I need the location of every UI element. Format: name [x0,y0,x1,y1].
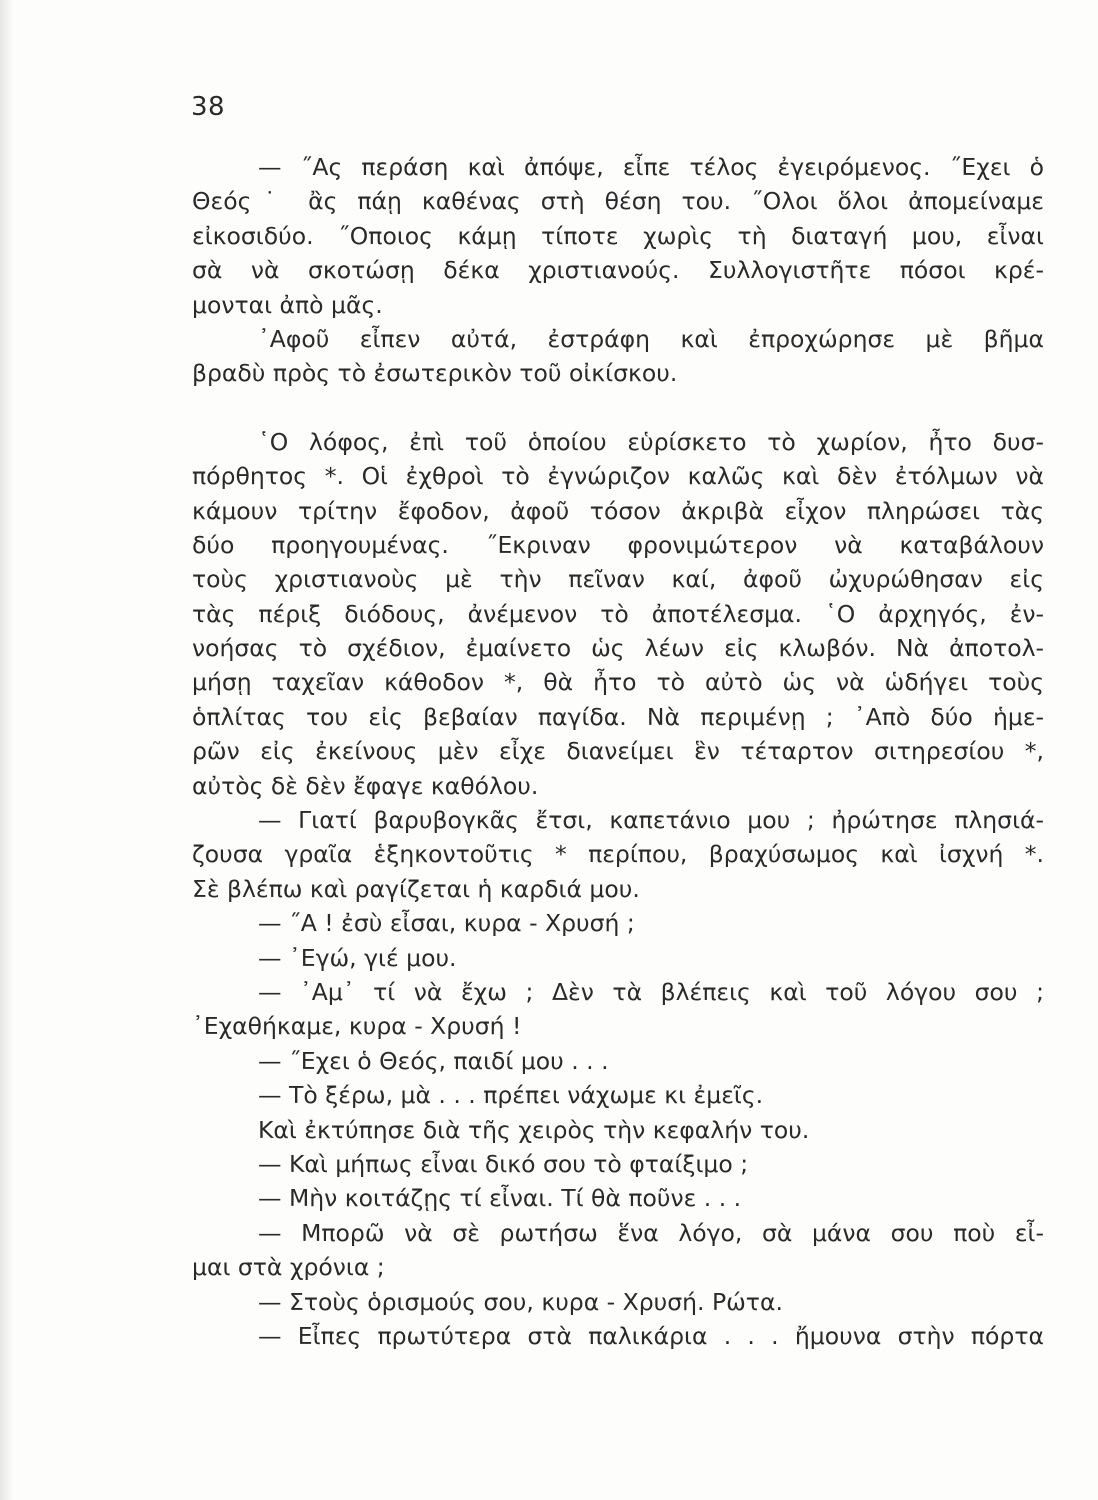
text-line: — ᾿Εγώ, γιέ μου. [258,943,457,972]
text-line: νοήσας τὸ σχέδιον, ἐμαίνετο ὡς λέων εἰς κλωβόν. Νὰ ἀποτολ- [192,634,1044,663]
body-text [192,150,1044,1353]
text-line: σὰ νὰ σκοτώσῃ δέκα χριστιανούς. Συλλογιστῆτε πόσοι κρέ- [192,256,1044,285]
text-line: βραδὺ πρὸς τὸ ἐσωτερικὸν τοῦ οἰκίσκου. [192,359,678,388]
text-line: αὐτὸς δὲ δὲν ἔφαγε καθόλου. [192,771,539,800]
text-line: — ˝Εχει ὁ Θεός, παιδί μου . . . [258,1046,609,1075]
text-line: ρῶν εἰς ἐκείνους μὲν εἶχε διανείμει ἓν τέταρτον σιτηρεσίου *, [192,737,1044,766]
text-line: — ˝Α ! ἐσὺ εἶσαι, κυρα - Χρυσή ; [258,909,635,938]
text-line: μονται ἀπὸ μᾶς. [192,290,383,319]
text-line: εἰκοσιδύο. ˝Οποιος κάμῃ τίποτε χωρὶς τὴ διαταγή μου, εἶναι [192,221,1044,250]
text-line: Θεός˙ ἂς πάῃ καθένας στὴ θέση του. ˝Ολοι ὅλοι ἀπομείναμε [192,187,1044,216]
text-line: μαι στὰ χρόνια ; [192,1253,385,1282]
text-line: — Γιατί βαρυβογκᾶς ἔτσι, καπετάνιο μου ; ἠρώτησε πλησιά- [258,806,1044,835]
text-line: μήσῃ ταχεῖαν κάθοδον *, θὰ ἦτο τὸ αὐτὸ ὡς νὰ ὡδήγει τοὺς [192,668,1044,697]
text-line: Καὶ ἐκτύπησε διὰ τῆς χειρὸς τὴν κεφαλήν του. [258,1115,810,1144]
text-line: τοὺς χριστιανοὺς μὲ τὴν πεῖναν καί, ἀφοῦ ὠχυρώθησαν εἰς [192,565,1044,594]
text-line: δύο προηγουμένας. ˝Εκριναν φρονιμώτερον νὰ καταβάλουν [192,530,1044,559]
text-line: — Καὶ μήπως εἶναι δικό σου τὸ φταίξιμο ; [258,1149,749,1178]
text-line: Σὲ βλέπω καὶ ραγίζεται ἡ καρδιά μου. [192,874,640,903]
text-line: ζουσα γραῖα ἑξηκοντοῦτις * περίπου, βραχύσωμος καὶ ἰσχνή *. [192,840,1044,869]
text-line: πόρθητος *. Οἱ ἐχθροὶ τὸ ἐγνώριζον καλῶς καὶ δὲν ἐτόλμων νὰ [192,462,1044,491]
text-line: — Μπορῶ νὰ σὲ ρωτήσω ἕνα λόγο, σὰ μάνα σου ποὺ εἶ- [258,1218,1044,1247]
page-number: 38 [191,92,226,122]
text-line: — ˝Ας περάση καὶ ἀπόψε, εἶπε τέλος ἐγειρόμενος. ˝Εχει ὁ [258,153,1044,181]
text-line: — Μὴν κοιτάζῃς τί εἶναι. Τί θὰ ποῦνε . . . [258,1184,742,1213]
text-line: — ᾿Αμ᾿ τί νὰ ἔχω ; Δὲν τὰ βλέπεις καὶ τοῦ λόγου σου ; [258,977,1044,1006]
text-line: κάμουν τρίτην ἔφοδον, ἀφοῦ τόσον ἀκριβὰ εἶχον πληρώσει τὰς [192,496,1044,525]
text-line: ὁπλίτας του εἰς βεβαίαν παγίδα. Νὰ περιμένῃ ; ᾿Απὸ δύο ἡμε- [192,702,1044,731]
text-line: — Εἶπες πρωτύτερα στὰ παλικάρια . . . ἤμουνα στὴν πόρτα [258,1321,1044,1350]
binding-edge [0,0,14,1500]
text-line: ᾿Αφοῦ εἶπεν αὐτά, ἐστράφη καὶ ἐπροχώρησε μὲ βῆμα [258,324,1044,353]
text-line: — Στοὺς ὁρισμούς σου, κυρα - Χρυσή. Ρώτα. [258,1287,783,1316]
text-line: ᾿Εχαθήκαμε, κυρα - Χρυσή ! [192,1012,522,1041]
text-line: ῾Ο λόφος, ἐπὶ τοῦ ὁποίου εὑρίσκετο τὸ χωρίον, ἦτο δυσ- [258,427,1044,456]
text-line: — Τὸ ξέρω, μὰ . . . πρέπει νάχωμε κι ἐμεῖς. [258,1081,764,1110]
text-line: τὰς πέριξ διόδους, ἀνέμενον τὸ ἀποτέλεσμα. ῾Ο ἀρχηγός, ἐν- [192,599,1044,628]
